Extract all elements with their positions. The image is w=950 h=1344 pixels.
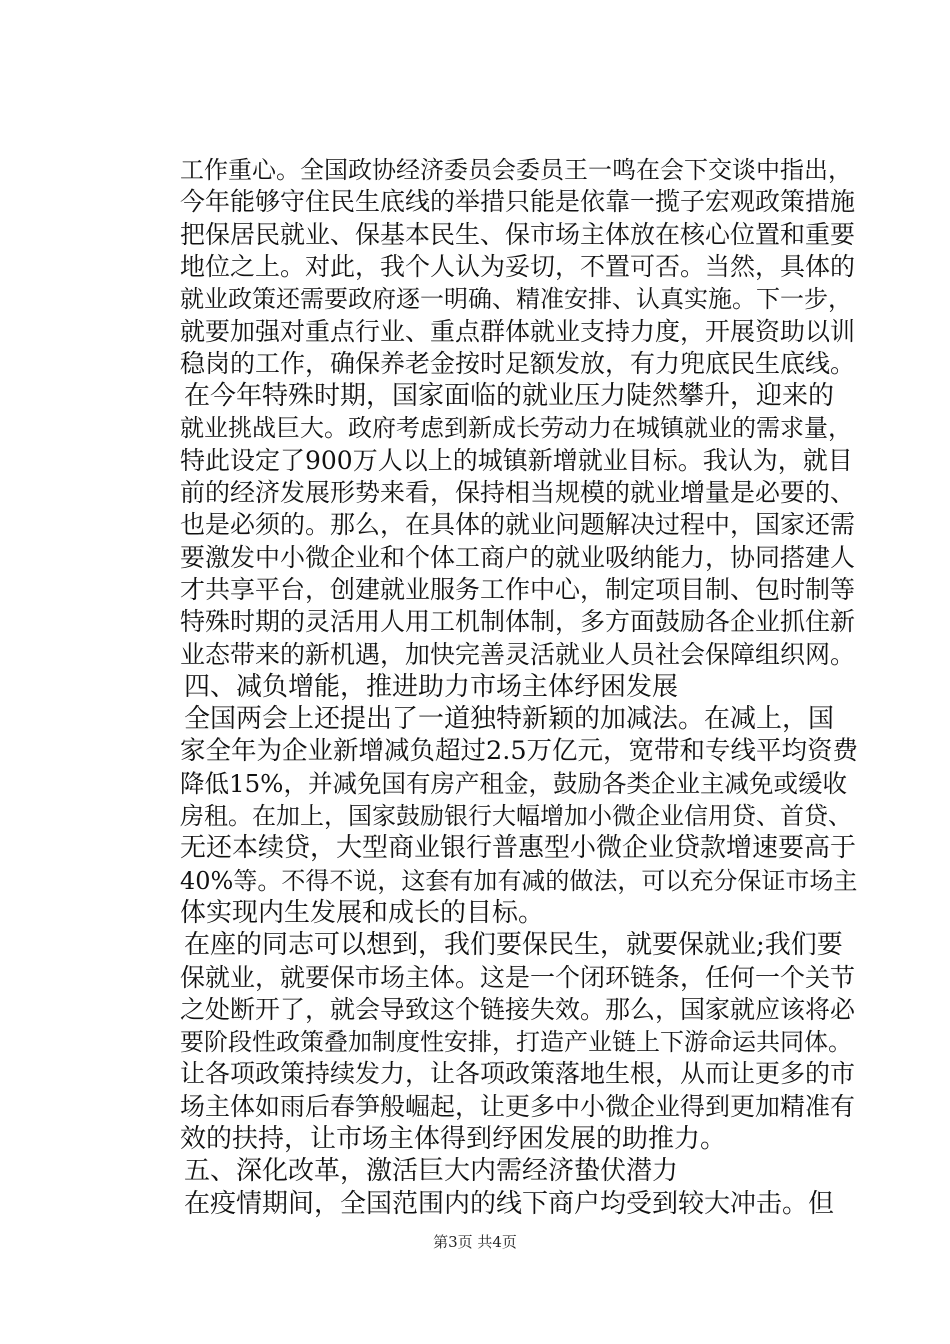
paragraph-line: 让各项政策持续发力，让各项政策落地生根，从而让更多的市 — [180, 1059, 856, 1089]
paragraph-line: 工作重心。全国政协经济委员会委员王一鸣在会下交谈中指出， — [180, 156, 852, 184]
paragraph-line: 把保居民就业、保基本民生、保市场主体放在核心位置和重要 — [180, 219, 856, 249]
paragraph-line: 业态带来的新机遇，加快完善灵活就业人员社会保障组织网。 — [180, 639, 856, 669]
paragraph-line: 在疫情期间，全国范围内的线下商户均受到较大冲击。但 — [184, 1188, 835, 1219]
paragraph-line: 今年能够守住民生底线的举措只能是依靠一揽子宏观政策措施 — [180, 187, 856, 217]
paragraph-line: 特此设定了900万人以上的城镇新增就业目标。我认为，就目 — [180, 445, 853, 475]
paragraph-line: 地位之上。对此，我个人认为妥切，不置可否。当然，具体的 — [180, 251, 856, 281]
paragraph-line: 前的经济发展形势来看，保持相当规模的就业增量是必要的、 — [180, 478, 856, 507]
paragraph-line: 在座的同志可以想到，我们要保民生，就要保就业;我们要 — [184, 930, 843, 961]
paragraph-line: 四、减负增能，推进助力市场主体纾困发展 — [184, 671, 679, 702]
paragraph-line: 要激发中小微企业和个体工商户的就业吸纳能力，协同搭建人 — [180, 542, 856, 572]
paragraph-line: 就业挑战巨大。政府考虑到新成长劳动力在城镇就业的需求量， — [180, 414, 852, 443]
paragraph-line: 保就业，就要保市场主体。这是一个闭环链条，任何一个关节 — [180, 962, 856, 992]
paragraph-line: 五、深化改革，激活巨大内需经济蛰伏潜力 — [184, 1156, 679, 1187]
page-footer: 第3页 共4页 — [433, 1233, 517, 1251]
paragraph-line: 全国两会上还提出了一道独特新颖的加减法。在减上，国 — [184, 704, 835, 735]
paragraph-line: 40%等。不得不说，这套有加有减的做法，可以充分保证市场主 — [180, 866, 858, 895]
paragraph-line: 稳岗的工作，确保养老金按时足额发放，有力兜底民生底线。 — [180, 348, 856, 378]
paragraph-line: 家全年为企业新增减负超过2.5万亿元，宽带和专线平均资费 — [180, 736, 859, 767]
paragraph-line: 就业政策还需要政府逐一明确、精准安排、认真实施。下一步， — [180, 285, 852, 314]
paragraph-line: 之处断开了，就会导致这个链接失效。那么，国家就应该将必 — [180, 994, 856, 1024]
paragraph-line: 无还本续贷，大型商业银行普惠型小微企业贷款增速要高于 — [180, 833, 857, 864]
paragraph-line: 才共享平台，创建就业服务工作中心，制定项目制、包时制等 — [180, 574, 856, 604]
paragraph-line: 要阶段性政策叠加制度性安排，打造产业链上下游命运共同体。 — [180, 1028, 852, 1057]
paragraph-line: 体实现内生发展和成长的目标。 — [180, 897, 545, 928]
paragraph-line: 在今年特殊时期，国家面临的就业压力陡然攀升，迎来的 — [184, 381, 835, 412]
paragraph-line: 也是必须的。那么，在具体的就业问题解决过程中，国家还需 — [180, 510, 856, 540]
paragraph-line: 效的扶持，让市场主体得到纾困发展的助推力。 — [180, 1124, 727, 1154]
paragraph-line: 特殊时期的灵活用人用工机制体制，多方面鼓励各企业抓住新 — [180, 607, 856, 637]
paragraph-line: 降低15%，并减免国有房产租金，鼓励各类企业主减免或缓收 — [180, 768, 847, 798]
paragraph-line: 房租。在加上，国家鼓励银行大幅增加小微企业信用贷、首贷、 — [180, 802, 852, 830]
paragraph-line: 就要加强对重点行业、重点群体就业支持力度，开展资助以训 — [180, 316, 856, 346]
paragraph-line: 场主体如雨后春笋般崛起，让更多中小微企业得到更加精准有 — [180, 1091, 856, 1121]
